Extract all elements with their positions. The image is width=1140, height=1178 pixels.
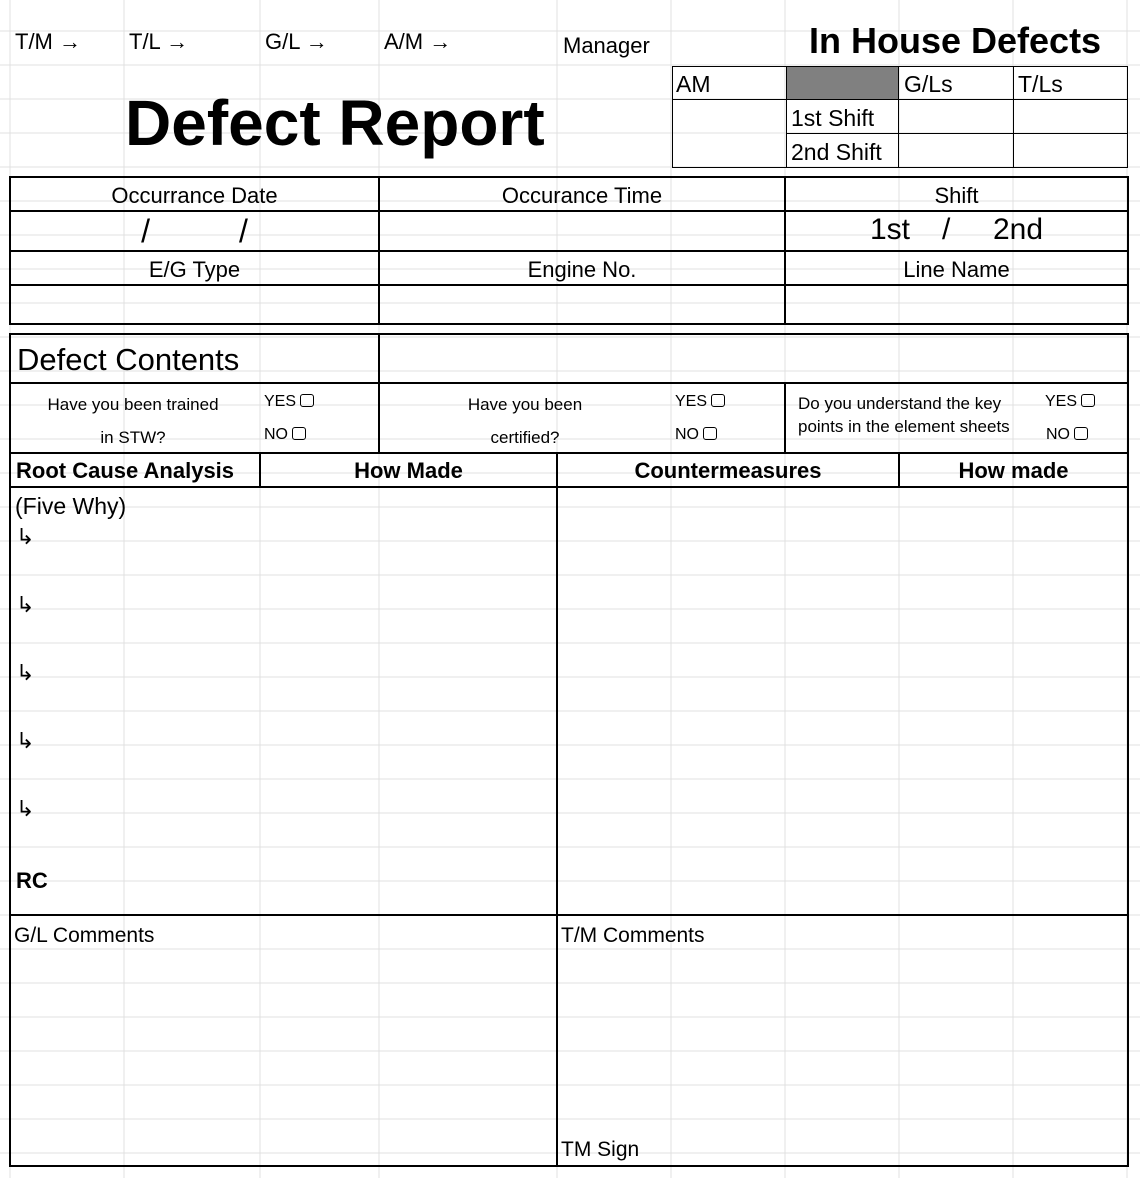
checkbox-icon[interactable] xyxy=(300,394,314,407)
yes-label: YES xyxy=(1045,393,1078,410)
no-label: NO xyxy=(1046,426,1070,443)
shift-separator: / xyxy=(942,213,951,246)
shift-1st[interactable]: 1st xyxy=(870,213,911,246)
eg-type-field[interactable] xyxy=(11,286,378,323)
q3-yes[interactable] xyxy=(1045,393,1095,411)
q3-line1: Do you understand the key xyxy=(798,394,1002,413)
shift-2nd[interactable]: 2nd xyxy=(993,213,1044,246)
checkbox-icon[interactable] xyxy=(711,394,725,407)
tm-comments-label: T/M Comments xyxy=(561,924,705,947)
tm-sign-label: TM Sign xyxy=(561,1138,640,1161)
approval-tl: T/L → xyxy=(129,29,189,54)
q2-line2: certified? xyxy=(490,428,560,447)
q3-no[interactable] xyxy=(1046,426,1088,444)
no-label: NO xyxy=(675,426,699,443)
why-arrow-icon: ↳ xyxy=(16,660,35,685)
q1-no[interactable] xyxy=(264,426,306,444)
q2-line1: Have you been xyxy=(467,395,583,414)
q2-yes[interactable] xyxy=(675,393,725,411)
q1-line1: Have you been trained xyxy=(47,395,219,414)
page-title: Defect Report xyxy=(125,87,545,159)
checkbox-icon[interactable] xyxy=(1074,427,1088,440)
gl-comments-label: G/L Comments xyxy=(14,924,155,947)
tm-comments-field[interactable] xyxy=(558,955,1127,1135)
yes-label: YES xyxy=(675,393,708,410)
eg-type-label: E/G Type xyxy=(148,257,241,282)
approval-manager: Manager xyxy=(563,33,650,58)
first-shift-label: 1st Shift xyxy=(791,105,875,131)
gl-comments-field[interactable] xyxy=(11,955,556,1165)
why-arrow-icon: ↳ xyxy=(16,728,35,753)
tls-label: T/Ls xyxy=(1018,71,1063,97)
yes-label: YES xyxy=(264,393,297,410)
five-why-label: (Five Why) xyxy=(15,493,127,519)
occurrence-time-label: Occurance Time xyxy=(501,183,663,208)
no-label: NO xyxy=(264,426,288,443)
line-name-label: Line Name xyxy=(903,257,1010,282)
countermeasures-header: Countermeasures xyxy=(634,458,822,483)
q3-line2: points in the element sheets xyxy=(798,417,1010,436)
approval-tm: T/M → xyxy=(15,29,81,54)
why-arrow-icon: ↳ xyxy=(16,524,35,549)
shaded-cell xyxy=(786,67,898,99)
rc-label: RC xyxy=(16,868,48,893)
why-arrow-icon: ↳ xyxy=(16,592,35,617)
in-house-title: In House Defects xyxy=(809,20,1102,61)
second-shift-label: 2nd Shift xyxy=(791,139,882,165)
q1-line2: in STW? xyxy=(100,428,166,447)
root-cause-header: Root Cause Analysis xyxy=(16,458,235,483)
am-label: AM xyxy=(676,71,711,97)
root-cause-field[interactable] xyxy=(11,488,556,914)
q1-yes[interactable] xyxy=(264,393,314,411)
q2-no[interactable] xyxy=(675,426,717,444)
why-arrow-icon: ↳ xyxy=(16,796,35,821)
defect-contents-field[interactable] xyxy=(380,335,1127,381)
shift-label: Shift xyxy=(934,183,979,208)
countermeasures-field[interactable] xyxy=(558,488,1127,914)
checkbox-icon[interactable] xyxy=(292,427,306,440)
occurrence-date-label: Occurrance Date xyxy=(111,183,278,208)
checkbox-icon[interactable] xyxy=(1081,394,1095,407)
defect-contents-label: Defect Contents xyxy=(17,342,240,377)
occurrence-date-value[interactable]: / / xyxy=(141,213,248,249)
engine-no-label: Engine No. xyxy=(527,257,637,282)
checkbox-icon[interactable] xyxy=(703,427,717,440)
line-name-field[interactable] xyxy=(786,286,1127,323)
how-made-header: How Made xyxy=(354,458,463,483)
engine-no-field[interactable] xyxy=(380,286,784,323)
occurrence-time-field[interactable] xyxy=(380,212,784,250)
approval-am: A/M → xyxy=(384,29,452,54)
how-made-2-header: How made xyxy=(958,458,1069,483)
approval-gl: G/L → xyxy=(265,29,328,54)
gls-label: G/Ls xyxy=(904,71,953,97)
